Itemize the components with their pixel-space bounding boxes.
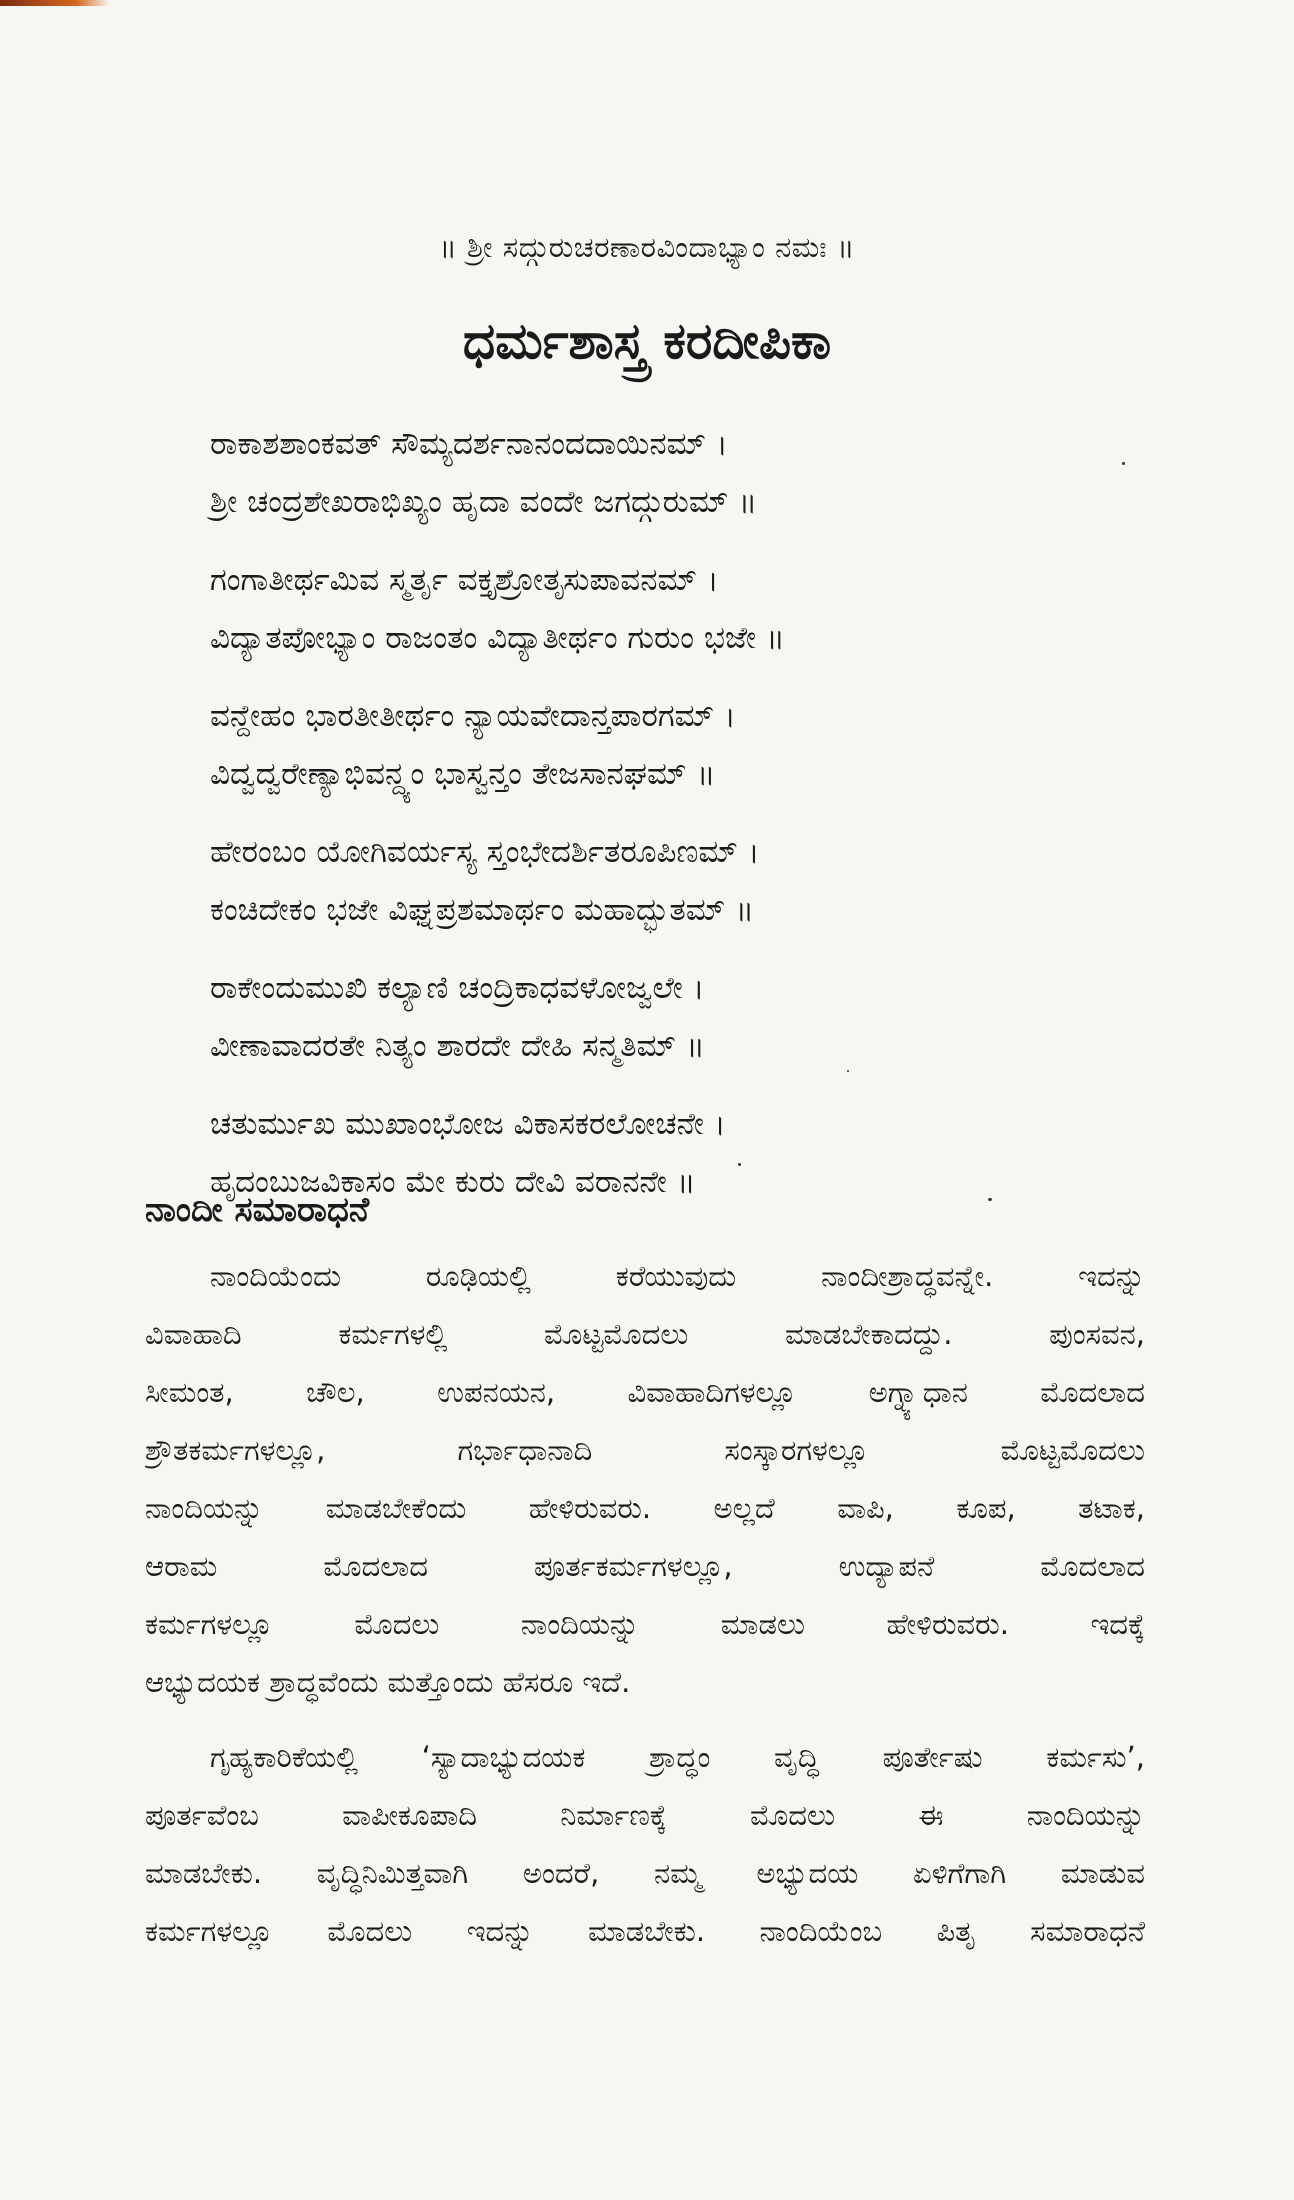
paragraph-line: ವಿವಾಹಾದಿ ಕರ್ಮಗಳಲ್ಲಿ ಮೊಟ್ಟಮೊದಲು ಮಾಡಬೇಕಾದದ್ದು. ಪುಂಸವನ, xyxy=(145,1317,1145,1351)
verse-stanza xyxy=(210,687,1210,803)
paragraph-line: ನಾಂದಿಯೆಂದು ರೂಢಿಯಲ್ಲಿ ಕರೆಯುವುದು ನಾಂದೀಶ್ರಾದ್ಧವನ್ನೇ. ಇದನ್ನು xyxy=(210,1259,1145,1293)
paragraph-line: ಕರ್ಮಗಳಲ್ಲೂ ಮೊದಲು ನಾಂದಿಯನ್ನು ಮಾಡಲು ಹೇಳಿರುವರು. ಇದಕ್ಕೆ xyxy=(145,1607,1145,1641)
paragraph-line: ಶ್ರೌತಕರ್ಮಗಳಲ್ಲೂ, ಗರ್ಭಾಧಾನಾದಿ ಸಂಸ್ಕಾರಗಳಲ್ಲೂ ಮೊಟ್ಟಮೊದಲು xyxy=(145,1433,1145,1467)
paragraph-line: ಗೃಹ್ಯಕಾರಿಕೆಯಲ್ಲಿ ‘ಸ್ಯಾದಾಭ್ಯುದಯಕ ಶ್ರಾದ್ಧಂ ವೃದ್ಧಿ ಪೂರ್ತೇಷು ಕರ್ಮಸು’, xyxy=(210,1740,1145,1774)
verse-stanza xyxy=(210,551,1210,667)
verse-line: ವಿದ್ವದ್ವರೇಣ್ಯಾಭಿವನ್ದ್ಯಂ ಭಾಸ್ವನ್ತಂ ತೇಜಸಾನಘಮ್ ॥ xyxy=(210,756,716,792)
verse-line: ವೀಣಾವಾದರತೇ ನಿತ್ಯಂ ಶಾರದೇ ದೇಹಿ ಸನ್ಮತಿಮ್ ॥ xyxy=(210,1028,705,1064)
paragraph-line: ಪೂರ್ತವೆಂಬ ವಾಪೀಕೂಪಾದಿ ನಿರ್ಮಾಣಕ್ಕೆ ಮೊದಲು ಈ ನಾಂದಿಯನ್ನು xyxy=(145,1798,1145,1832)
verse-stanza xyxy=(210,959,1210,1075)
section-heading: ನಾಂದೀ ಸಮಾರಾಧನೆ xyxy=(145,1190,370,1230)
verse-block xyxy=(210,415,1210,1231)
verse-line: ಕಂಚಿದೇಕಂ ಭಜೇ ವಿಘ್ನಪ್ರಶಮಾರ್ಥಂ ಮಹಾದ್ಭುತಮ್ ॥ xyxy=(210,892,755,928)
paragraph-line: ಕರ್ಮಗಳಲ್ಲೂ ಮೊದಲು ಇದನ್ನು ಮಾಡಬೇಕು. ನಾಂದಿಯೆಂಬ ಪಿತೃ ಸಮಾರಾಧನೆ xyxy=(145,1914,1145,1948)
paragraph-line: ಆರಾಮ ಮೊದಲಾದ ಪೂರ್ತಕರ್ಮಗಳಲ್ಲೂ, ಉದ್ಯಾಪನೆ ಮೊದಲಾದ xyxy=(145,1549,1145,1583)
print-speck xyxy=(1122,462,1125,465)
verse-line: ಹೃದಂಬುಜವಿಕಾಸಂ ಮೇ ಕುರು ದೇವಿ ವರಾನನೇ ॥ xyxy=(210,1164,696,1200)
paragraph-line: ಆಭ್ಯುದಯಕ ಶ್ರಾದ್ಧವೆಂದು ಮತ್ತೊಂದು ಹೆಸರೂ ಇದೆ. xyxy=(145,1665,631,1699)
verse-line: ಚತುರ್ಮುಖ ಮುಖಾಂಭೋಜ ವಿಕಾಸಕರಲೋಚನೇ । xyxy=(210,1106,726,1142)
verse-line: ವಿದ್ಯಾತಪೋಭ್ಯಾಂ ರಾಜಂತಂ ವಿದ್ಯಾತೀರ್ಥಂ ಗುರುಂ ಭಜೇ ॥ xyxy=(210,620,785,656)
verse-line: ವನ್ದೇಹಂ ಭಾರತೀತೀರ್ಥಂ ನ್ಯಾಯವೇದಾನ್ತಪಾರಗಮ್ । xyxy=(210,698,736,734)
paragraph-line: ಮಾಡಬೇಕು. ವೃದ್ಧಿನಿಮಿತ್ತವಾಗಿ ಅಂದರೆ, ನಮ್ಮ ಅಭ್ಯುದಯ ಏಳಿಗೆಗಾಗಿ ಮಾಡುವ xyxy=(145,1856,1145,1890)
invocation-line: ॥ ಶ್ರೀ ಸದ್ಗುರುಚರಣಾರವಿಂದಾಭ್ಯಾಂ ನಮಃ ॥ xyxy=(439,230,855,264)
paragraph-line: ಸೀಮಂತ, ಚೌಲ, ಉಪನಯನ, ವಿವಾಹಾದಿಗಳಲ್ಲೂ ಅಗ್ನ್ಯಾಧಾನ ಮೊದಲಾದ xyxy=(145,1375,1145,1409)
print-speck xyxy=(738,1163,741,1166)
verse-line: ಹೇರಂಬಂ ಯೋಗಿವರ್ಯಸ್ಯ ಸ್ತಂಭೇದರ್ಶಿತರೂಪಿಣಮ್ । xyxy=(210,834,760,870)
verse-line: ರಾಕೇಂದುಮುಖಿ ಕಲ್ಯಾಣಿ ಚಂದ್ರಿಕಾಧವಳೋಜ್ವಲೇ । xyxy=(210,970,705,1006)
verse-line: ಶ್ರೀ ಚಂದ್ರಶೇಖರಾಭಿಖ್ಯಂ ಹೃದಾ ವಂದೇ ಜಗದ್ಗುರುಮ್ ॥ xyxy=(210,484,758,520)
paragraph-line: ನಾಂದಿಯನ್ನು ಮಾಡಬೇಕೆಂದು ಹೇಳಿರುವರು. ಅಲ್ಲದೆ ವಾಪಿ, ಕೂಪ, ತಟಾಕ, xyxy=(145,1491,1145,1525)
print-speck xyxy=(847,1070,849,1072)
print-speck xyxy=(988,1198,992,1201)
page-title: ಧರ್ಮಶಾಸ್ತ್ರ ಕರದೀಪಿಕಾ xyxy=(462,312,832,370)
paragraph xyxy=(145,1728,1145,1960)
verse-line: ಗಂಗಾತೀರ್ಥಮಿವ ಸ್ಮರ್ತೃ ವಕ್ತೃಶ್ರೋತೃಸುಪಾವನಮ್ । xyxy=(210,562,719,598)
verse-stanza xyxy=(210,823,1210,939)
verse-stanza xyxy=(210,415,1210,531)
verse-line: ರಾಕಾಶಶಾಂಕವತ್ ಸೌಮ್ಯದರ್ಶನಾನಂದದಾಯಿನಮ್ । xyxy=(210,426,728,462)
paragraph xyxy=(145,1247,1145,1711)
